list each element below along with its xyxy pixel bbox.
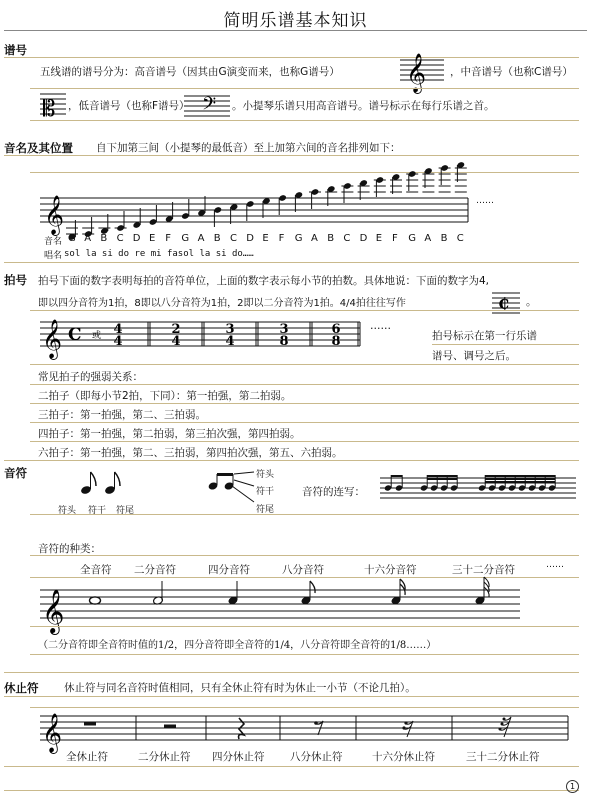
pitch-note [309,188,321,209]
note-types-staff [40,580,580,633]
pitch-note [149,205,158,226]
page-title: 简明乐谱基本知识 [223,11,368,31]
pitch-note [213,206,222,227]
cut-time-icon: ₵ [498,294,510,313]
ruled-line [30,310,579,311]
note-name-label: A [84,233,92,244]
beam-anatomy-diagram [204,464,264,514]
time-signature [225,322,234,349]
rest-type-label: 四分休止符 [212,751,265,763]
note-names-label: 音名 [44,237,63,247]
ruled-line [30,88,579,89]
note-name-label: D [359,233,368,244]
pitch-note [422,167,434,192]
meter-text-1: 拍号下面的数字表明每拍的音符单位，上面的数字表示每小节的拍数。具体地说：下面的数字为4, [38,275,490,287]
pitch-ellipsis: …… [476,196,494,206]
pitch-note [439,164,451,192]
note-types-ellipsis: …… [546,560,564,570]
pitch-heading: 音名及其位置 [4,141,73,155]
time-signature-staff [40,316,420,359]
note-name-label: B [440,233,448,244]
ruled-line [30,403,579,404]
note-name-label: C [456,233,464,244]
pitch-note [115,211,127,232]
ruled-line [4,460,579,461]
beam-tail-label: 符尾 [256,505,275,515]
time-signature [171,322,180,349]
note-head-label: 符头 [58,506,77,516]
sixteenth-note-icon [391,579,406,605]
ruled-line [30,707,579,708]
time-signature-top: 3 [225,322,235,337]
note-name-label: D [246,233,254,244]
time-signature [113,322,122,349]
note-name-label: G [294,233,303,244]
time-signature [331,322,340,349]
time-signature-top: 3 [279,322,289,337]
ruled-line [30,577,579,578]
rest-type-label: 八分休止符 [290,751,343,763]
note-name-label: B [100,233,108,244]
time-signature-top: 2 [171,322,181,337]
treble-clef-staff [400,52,450,92]
treble-clef-icon: 𝄞 [42,319,63,359]
pitch-note [325,185,337,206]
ruled-line [30,654,579,655]
thirty-second-note-icon [475,577,490,605]
rest-type-label: 二分休止符 [138,751,191,763]
meter-text-2-end: 。 [526,296,537,308]
pitch-note [374,176,386,197]
pitch-intro: 自下加第三间（小提琴的最低音）至上加第六间的音名排列如下： [96,142,401,154]
time-signature-top: 6 [331,322,341,337]
note-name-label: C [116,233,124,244]
note-name-label: E [375,233,383,244]
ruled-line [30,555,579,556]
note-name-label: G [68,233,76,244]
strength-intro: 常见拍子的强弱关系： [38,371,143,383]
note-type-label: 全音符 [80,564,112,576]
time-signature [279,322,288,349]
note-name-label: F [392,233,398,244]
treble-clef-icon: 𝄞 [42,713,63,753]
time-signature-bottom: 8 [331,334,341,349]
note-name-label: A [197,233,205,244]
meter-text-2: 即以四分音符为1拍，8即以八分音符为1拍，2即以二分音符为1拍。4/4拍往往写作 [38,298,406,309]
rests-staff [40,710,580,753]
time-signature-bottom: 8 [279,334,289,349]
beam-head-label: 符头 [256,470,275,480]
whole-note-icon [90,597,101,604]
title-rule [4,30,587,31]
ruled-line [4,672,579,673]
pitch-note [165,202,174,223]
note-type-label: 三十二分音符 [452,564,515,576]
ruled-line [30,422,579,423]
pitch-note [341,182,353,203]
time-signature-bottom: 4 [171,334,181,349]
rests-heading: 休止符 [4,681,39,695]
meter-note-1: 拍号标示在第一行乐谱 [432,330,537,342]
ruled-line [4,790,579,791]
half-note-icon [153,581,164,605]
clef-text-2b: 。小提琴乐谱只用高音谱号。谱号标示在每行乐谱之首。 [232,100,495,112]
time-signature-top: 4 [113,322,123,337]
ruled-line [4,766,579,767]
page-number: 1 [566,780,579,793]
note-types-label: 音符的种类： [38,543,101,555]
alto-clef-icon: 𝄡 [43,97,56,122]
ruled-line [4,696,579,697]
note-stem-label: 符干 [88,506,107,516]
treble-clef-icon: 𝄞 [42,589,65,633]
note-type-label: 二分音符 [134,564,176,576]
pitch-note [246,200,255,221]
pitch-note [98,214,110,235]
meter-heading: 拍号 [4,273,27,287]
note-name-label: G [408,233,416,244]
rest-type-label: 十六分休止符 [372,751,435,763]
ruled-line [4,262,579,263]
solfege-text: sol la si do re mi fasol la si do…… [64,249,254,259]
time-signature-bottom: 4 [113,334,123,349]
note-name-label: A [311,233,318,244]
alto-clef-staff [40,88,70,122]
note-name-label: A [424,233,432,244]
note-type-label: 四分音符 [208,564,250,576]
meter-note-2: 谱号、调号之后。 [432,350,516,362]
note-name-label: B [213,233,221,244]
pitch-note [390,173,402,194]
ruled-line [30,514,579,515]
beamed-notes-staff [380,472,580,504]
pitch-note [358,179,370,200]
clef-heading: 谱号 [4,43,27,57]
pitch-note [455,161,467,192]
eighth-note-icon [301,581,316,605]
rests-intro: 休止符与同名音符时值相同，只有全休止符有时为休止一小节（不论几拍）。 [64,682,416,694]
note-flag-label: 符尾 [116,506,135,516]
meter-ellipsis: …… [370,320,391,332]
ruled-line [30,384,579,385]
note-name-label: E [262,233,269,244]
strength-line: 二拍子（即每小节2拍，下同）：第一拍强，第二拍弱。 [38,390,292,402]
ruled-line [432,344,579,345]
note-name-label: F [165,233,171,244]
beam-stem-label: 符干 [256,487,275,497]
clef-text-1a: 五线谱的谱号分为：高音谱号（因其由G演变而来，也称G谱号） [40,66,340,78]
bass-clef-icon: 𝄢 [202,94,217,119]
strength-line: 四拍子：第一拍强，第二拍弱，第三拍次强，第四拍弱。 [38,428,301,440]
ruled-line [30,364,579,365]
rest-type-label: 三十二分休止符 [466,751,540,763]
pitch-note [294,191,303,212]
notes-heading: 音符 [4,466,27,480]
note-name-label: E [149,233,156,244]
clef-text-1b: ，中音谱号（也称C谱号） [450,66,573,78]
note-name-label: C [230,233,237,244]
beamed-label: 音符的连写： [302,486,365,498]
quarter-note-icon [228,581,239,605]
ruled-line [4,155,579,156]
note-name-label: F [278,233,285,244]
strength-line: 六拍子：第一拍强，第二、三拍弱，第四拍次强，第五、六拍弱。 [38,447,343,459]
pitch-note [132,208,141,229]
clef-text-2a: ，低音谱号（也称F谱号） [68,100,190,112]
rest-type-label: 全休止符 [66,751,108,763]
note-types-footnote: （二分音符即全音符时值的1/2，四分音符即全音符的1/4，八分音符即全音符的1/8……） [38,640,437,651]
note-name-label: G [181,233,190,244]
time-signature-bottom: 4 [225,334,235,349]
common-time-symbol: C [68,325,82,345]
note-type-label: 八分音符 [282,564,324,576]
treble-clef-icon: 𝄞 [406,53,427,93]
ruled-line [30,120,579,121]
pitch-note [262,197,271,218]
note-type-label: 十六分音符 [364,564,417,576]
note-name-label: C [343,233,351,244]
ruled-line [30,626,579,627]
solfege-label: 唱名 [44,251,63,261]
ruled-line [4,57,579,58]
ruled-line [30,441,579,442]
sixteenth-rest-icon [402,721,413,737]
note-name-label: D [132,233,141,244]
pitch-note [230,203,239,224]
pitch-note [181,199,190,220]
bass-clef-staff [184,90,234,120]
note-anatomy-diagram [60,466,140,506]
or-label: 或 [92,331,102,341]
pitch-note [278,194,287,215]
treble-clef-icon: 𝄞 [44,195,65,235]
pitch-range-staff [40,160,480,235]
note-name-label: B [327,233,335,244]
strength-line: 三拍子：第一拍强，第二、三拍弱。 [38,409,206,421]
pitch-note [197,196,206,217]
half-rest-icon [164,725,176,729]
pitch-note [406,170,418,192]
whole-rest-icon [84,722,96,726]
